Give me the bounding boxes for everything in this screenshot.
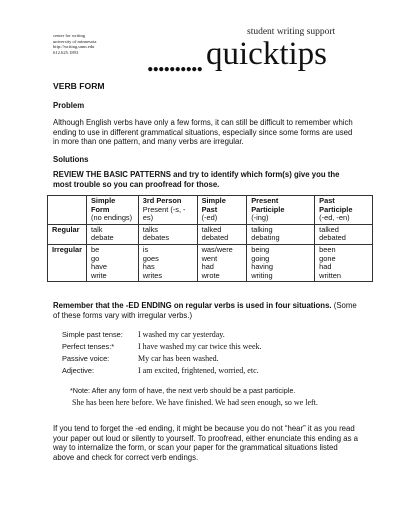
- problem-paragraph: Although English verbs have only a few forms, it can still be difficult to remember which ending to use in different grammatical situations, especially since some forms are used in more than one pattern, and many verbs are irregular.: [53, 118, 353, 147]
- table-cell: was/were went had wrote: [197, 244, 247, 281]
- center-line: http://writing.umn.edu: [53, 44, 95, 50]
- center-line: university of minnesota: [53, 38, 97, 44]
- row-label: Regular: [48, 224, 87, 244]
- page-title: VERB FORM: [53, 81, 105, 91]
- solutions-heading: Solutions: [53, 155, 89, 164]
- brand-title: quicktips: [206, 36, 327, 72]
- review-paragraph: REVIEW THE BASIC PATTERNS and try to identify which form(s) give you the most trouble so you can proofread for those.: [53, 170, 340, 189]
- table-row-regular: [48, 224, 373, 244]
- table-header-cell: [48, 196, 87, 225]
- row-label: Irregular: [48, 244, 87, 281]
- example-row: Perfect tenses:* I have washed my car twice this week.: [62, 342, 262, 351]
- table-header-row: [48, 196, 373, 225]
- table-cell: talked debated: [315, 224, 373, 244]
- center-line: 612.625.1893: [53, 49, 79, 55]
- table-cell: talk debate: [87, 224, 139, 244]
- table-cell: is goes has writes: [138, 244, 197, 281]
- table-cell: being going having writing: [247, 244, 315, 281]
- note-example: She has been here before. We have finished. We had seen enough, so we left.: [72, 398, 318, 407]
- center-line: center for writing: [53, 33, 86, 38]
- table-header-cell: 3rd Person Present (-s, -es): [138, 196, 197, 225]
- table-row-irregular: [48, 244, 373, 281]
- closing-paragraph: If you tend to forget the -ed ending, it might be because you do not “hear” it as you read your paper out loud or silently to yourself. To proofread, either enunciate this ending as a way to internalize the form, or scan your paper for the grammatical situations listed above and check for correct verb endings.: [53, 424, 358, 462]
- note-text: *Note: After any form of have, the next verb should be a past participle.: [70, 386, 296, 395]
- table-cell: be go have write: [87, 244, 139, 281]
- example-row: Simple past tense: I washed my car yesterday.: [62, 330, 225, 339]
- table-header-cell: Present Participle (-ing): [247, 196, 315, 225]
- table-cell: talks debates: [138, 224, 197, 244]
- table-cell: talking debating: [247, 224, 315, 244]
- table-cell: been gone had written: [315, 244, 373, 281]
- table-header-cell: Past Participle (-ed, -en): [315, 196, 373, 225]
- center-contact-block: [53, 33, 96, 55]
- table-header-cell: Simple Form (no endings): [87, 196, 139, 225]
- verb-form-table: [47, 195, 373, 282]
- remember-rest: (Some of these forms vary with irregular verbs.): [53, 301, 357, 320]
- example-row: Passive voice: My car has been washed.: [62, 354, 219, 363]
- table-cell: talked debated: [197, 224, 247, 244]
- remember-paragraph: [53, 301, 361, 320]
- example-row: Adjective: I am excited, frightened, worried, etc.: [62, 366, 259, 375]
- table-header-cell: Simple Past (-ed): [197, 196, 247, 225]
- header-dots: ..........: [147, 48, 202, 77]
- remember-bold: Remember that the -ED ENDING on regular verbs is used in four situations.: [53, 301, 332, 310]
- problem-heading: Problem: [53, 101, 85, 110]
- header-subtitle: student writing support: [247, 27, 336, 37]
